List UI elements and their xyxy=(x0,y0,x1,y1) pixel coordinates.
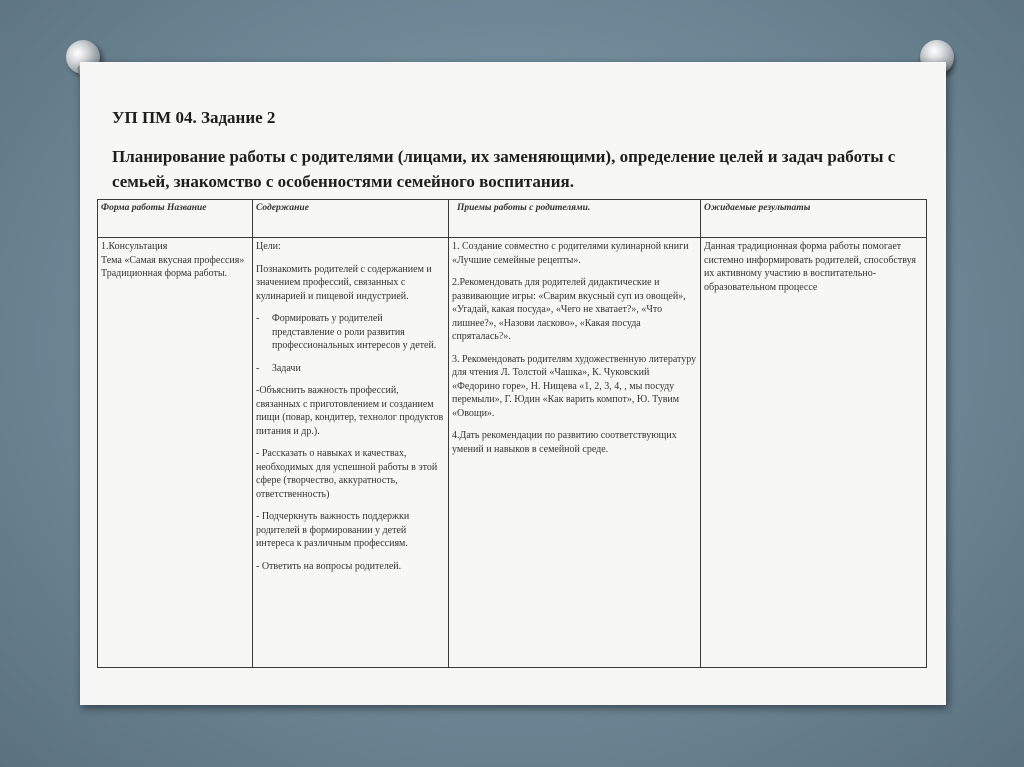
form-kind: Традиционная форма работы. xyxy=(101,268,228,279)
cell-results xyxy=(701,238,927,668)
page-title: УП ПМ 04. Задание 2 xyxy=(112,108,276,127)
method-3: 3. Рекомендовать родителям художественную литературу для чтения Л. Толстой «Чашка», К. Чуковский «Федорино горе», Н. Нищева «1, 2, 3, 4, , мы посуду перемыли», Г. Юдин «Как варить компот», Ю. Тувим «Овощи». xyxy=(452,353,697,419)
cell-content xyxy=(253,238,449,668)
method-4: 4.Дать рекомендации по развитию соответствующих умений и навыков в семейной среде. xyxy=(452,430,677,455)
table-header-row xyxy=(98,200,927,238)
page-subtitle: Планирование работы с родителями (лицами, их заменяющими), определение целей и задач работы с семьей, знакомство с особенностями семейного воспитания. xyxy=(112,147,896,191)
table-row xyxy=(98,238,927,668)
tasks-label: - Задачи xyxy=(256,362,301,374)
goals-label: Цели: xyxy=(256,241,281,252)
header-form: Форма работы Название xyxy=(98,200,253,238)
task-3: - Подчеркнуть важность поддержки родителей в формировании у детей интереса к различным профессиям. xyxy=(256,511,410,549)
task-2: - Рассказать о навыках и качествах, необходимых для успешной работы в этой сфере (творчество, аккуратность, ответственность) xyxy=(256,448,438,500)
header-methods: Приемы работы с родителями. xyxy=(449,200,701,238)
cell-form xyxy=(98,238,253,668)
method-2: 2.Рекомендовать для родителей дидактические и развивающие игры: «Сварим вкусный суп из овощей», «Угадай, какая посуда», «Чего не хватает?», «Что лишнее?», «Назови ласково», «Какая посуда спряталась?». xyxy=(452,277,686,342)
task-4: - Ответить на вопросы родителей. xyxy=(256,560,402,572)
work-plan-table xyxy=(97,199,927,668)
task-1: -Объяснить важность профессий, связанных с приготовлением и созданием пищи (повар, кондитер, технолог продуктов питания и др.). xyxy=(256,385,444,437)
cell-methods xyxy=(449,238,701,668)
expected-result: Данная традиционная форма работы помогает системно информировать родителей, способствуя их активному участию в воспитательно-образовательном процессе xyxy=(704,241,916,293)
goal-1: Познакомить родителей с содержанием и значением профессий, связанных с кулинарией и пищевой индустрией. xyxy=(256,263,432,302)
header-content: Содержание xyxy=(253,200,449,238)
goal-2: - Формировать у родителей представление о роли развития профессиональных интересов у детей. xyxy=(256,313,437,351)
header-results: Ожидаемые результаты xyxy=(701,200,927,238)
form-type: 1.Консультация xyxy=(101,241,168,252)
form-topic: Тема «Самая вкусная профессия» xyxy=(101,254,245,266)
method-1: 1. Создание совместно с родителями кулинарной книги «Лучшие семейные рецепты». xyxy=(452,241,689,266)
